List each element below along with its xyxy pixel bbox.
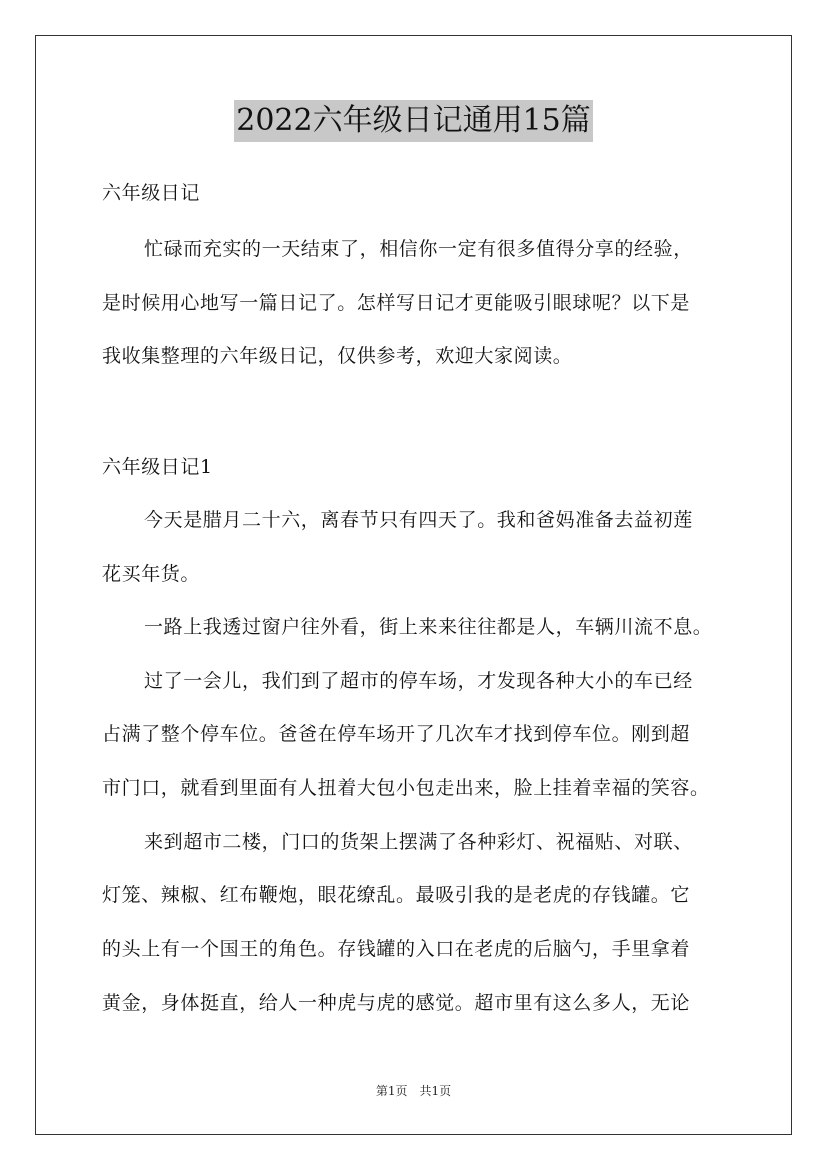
paragraph-line: 来到超市二楼，门口的货架上摆满了各种彩灯、祝福贴、对联、 [144,831,693,853]
paragraph-line: 占满了整个停车位。爸爸在停车场开了几次车才找到停车位。刚到超 [102,723,691,745]
paragraph-line: 是时候用心地写一篇日记了。怎样写日记才更能吸引眼球呢？以下是 [102,292,691,314]
paragraph-line: 忙碌而充实的一天结束了，相信你一定有很多值得分享的经验， [144,238,693,260]
section-heading: 六年级日记 [102,182,201,204]
paragraph-line: 黄金，身体挺直，给人一种虎与虎的感觉。超市里有这么多人，无论 [102,992,691,1014]
section-heading: 六年级日记1 [102,456,213,478]
paragraph-line: 今天是腊月二十六，离春节只有四天了。我和爸妈准备去益初莲 [144,509,693,531]
paragraph-line: 灯笼、辣椒、红布鞭炮，眼花缭乱。最吸引我的是老虎的存钱罐。它 [102,884,691,906]
paragraph-line: 市门口，就看到里面有人扭着大包小包走出来，脸上挂着幸福的笑容。 [102,777,710,799]
paragraph-line: 的头上有一个国王的角色。存钱罐的入口在老虎的后脑勺，手里拿着 [102,938,691,960]
document-title: 2022六年级日记通用15篇 [234,100,593,142]
paragraph-line: 花买年货。 [102,563,201,585]
paragraph-line: 过了一会儿，我们到了超市的停车场，才发现各种大小的车已经 [144,670,693,692]
paragraph-line: 一路上我透过窗户往外看，街上来来往往都是人，车辆川流不息。 [144,616,713,638]
title-container [0,100,827,142]
paragraph-line: 我收集整理的六年级日记，仅供参考，欢迎大家阅读。 [102,345,573,367]
page-footer: 第1页 共1页 [375,1084,452,1098]
